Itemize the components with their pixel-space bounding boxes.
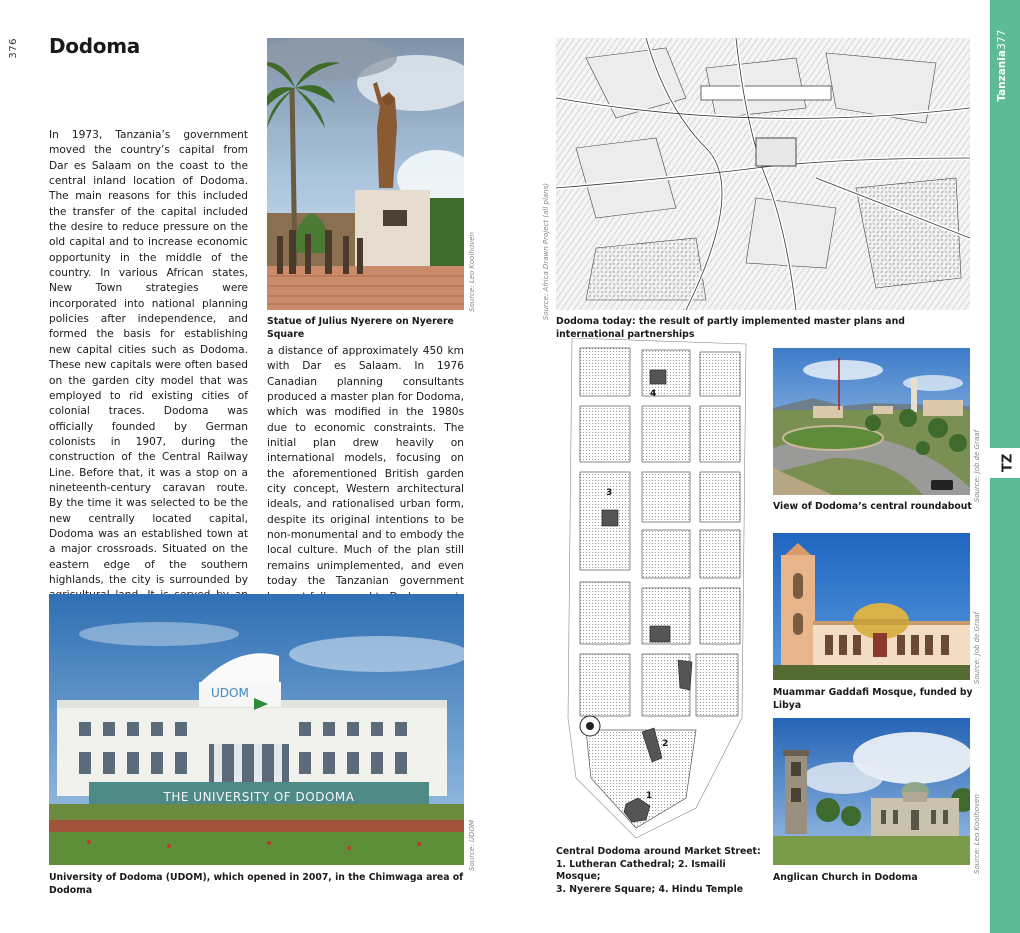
- map-marker-3: 3: [606, 488, 613, 498]
- country-label: [996, 30, 1008, 102]
- map-marker-4: 4: [650, 389, 657, 399]
- church-photo: [773, 718, 970, 865]
- udom-logo-text: UDOM: [211, 686, 249, 700]
- church-caption: Anglican Church in Dodoma: [773, 872, 918, 883]
- central-map-caption-line-2: 1. Lutheran Cathedral; 2. Ismaili Mosque;: [556, 858, 726, 882]
- body-text-col2: a distance of approximately 450 km with Dar es Salaam. In 1976 Canadian planning consultants produced a master plan for Dodoma, which was modified in the 1980s due to economic constraints. The initial plan drew heavily on international models, focusing on the aforementioned British garden city concept, Western architectural ideals, and rationalised urban form, despite its original intentions to be non-monumental and to embody the local culture. Much of the plan still remains unimplemented, and even today the Tanzanian government: [267, 345, 464, 588]
- body-column-2: [267, 344, 464, 605]
- map-marker-1: 1: [646, 791, 653, 801]
- statue-caption: Statue of Julius Nyerere on Nyerere Square: [267, 316, 454, 340]
- mosque-photo-source: Source: Job de Graaf: [973, 612, 981, 685]
- dodoma-today-map: [556, 38, 970, 310]
- body-column-1: [49, 128, 248, 634]
- central-map-caption-line-1: Central Dodoma around Market Street:: [556, 846, 761, 857]
- country-code: TZ: [1000, 453, 1016, 473]
- university-sign-text: THE UNIVERSITY OF DODOMA: [163, 790, 355, 804]
- roundabout-photo-source: Source: Job de Graaf: [973, 430, 981, 503]
- central-dodoma-map: [546, 338, 758, 838]
- article-title: Dodoma: [49, 34, 140, 58]
- university-caption: University of Dodoma (UDOM), which opened in 2007, in the Chimwaga area of Dodoma: [49, 872, 464, 896]
- map-source: Source: Africa Drawn Project (all plans): [542, 183, 550, 321]
- central-map-caption-line-3: 3. Nyerere Square; 4. Hindu Temple: [556, 883, 744, 895]
- church-photo-source: Source: Leo Koolhoven: [973, 794, 981, 874]
- right-page-number: 377: [996, 30, 1008, 51]
- university-photo: [49, 594, 464, 865]
- map-marker-2: 2: [662, 739, 669, 749]
- left-page-number: 376: [8, 38, 19, 59]
- mosque-caption: Muammar Gaddafi Mosque, funded by Libya: [773, 687, 973, 711]
- country-name: Tanzania: [996, 50, 1008, 102]
- body-text-col1: In 1973, Tanzania’s government moved the country’s capital from Dar es Salaam on the coast to the central inland location of Dodoma. The main reasons for this included the transfer of the capital included the desire to reduce pressure on the old capital and to increase economic opportunity in the middle of the country. In various African states, New Town strategies were incorporated into national planning policies after independence, and formed the basis for establishing new capital cities such as Dodoma. These new capitals were often based on the garden city model that was employed to rid existing cities of colonial traces. Dodoma was officially founded by German colonists in 1907, during the construction of the Central Railway Line. Before that, it was a stop on a nineteenth-century caravan route. By the time it was selected to be the new centrally located capital, Dodoma was an established town at a major crossroads. Situated on the eastern edge of the southern highlands, the city is surrounded by: [49, 129, 248, 586]
- central-map-caption: [556, 846, 768, 896]
- statue-photo: [267, 38, 464, 310]
- university-photo-source: Source: UDOM: [468, 820, 476, 871]
- roundabout-photo: [773, 348, 970, 495]
- mosque-photo: [773, 533, 970, 680]
- statue-photo-source: Source: Leo Koolhoven: [468, 232, 476, 312]
- roundabout-caption: View of Dodoma’s central roundabout: [773, 501, 972, 512]
- dodoma-today-caption: Dodoma today: the result of partly implemented master plans and international partnerships: [556, 316, 905, 340]
